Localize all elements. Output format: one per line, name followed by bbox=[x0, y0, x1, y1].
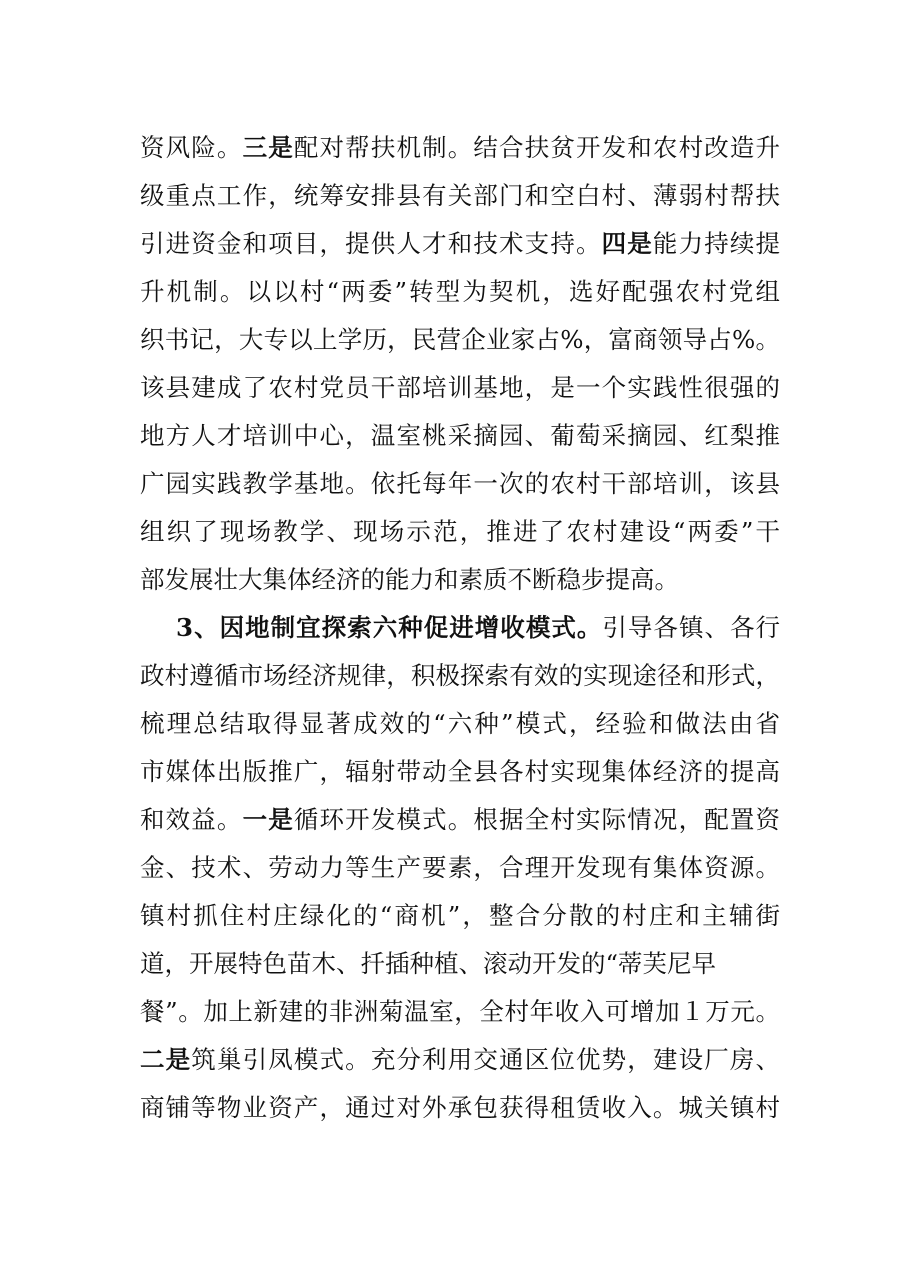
text-run: 部发展壮大集体经济的能力和素质不断稳步提高。 bbox=[140, 565, 679, 594]
text-line bbox=[140, 172, 780, 220]
text-line bbox=[140, 412, 780, 460]
text-run: 该县建成了农村党员干部培训基地，是一个实践性很强的 bbox=[140, 373, 780, 402]
text-run: 和效益。 bbox=[140, 805, 243, 834]
text-run: 配对帮扶机制。结合扶贫开发和农村改造升 bbox=[293, 133, 780, 162]
bold-text: 四是 bbox=[601, 229, 653, 258]
text-run: 级重点工作，统筹安排县有关部门和空白村、薄弱村帮扶 bbox=[140, 181, 780, 210]
text-run: 餐”。加上新建的非洲菊温室，全村年收入可增加１万元。 bbox=[140, 997, 780, 1026]
text-run: 资风险。 bbox=[140, 133, 243, 162]
text-line bbox=[140, 1084, 780, 1132]
text-line bbox=[140, 700, 780, 748]
bold-text: 3、因地制宜探索六种促进增收模式。 bbox=[176, 613, 603, 642]
text-line bbox=[140, 1036, 780, 1084]
text-line bbox=[140, 364, 780, 412]
text-line bbox=[140, 796, 780, 844]
text-line bbox=[140, 988, 780, 1036]
bold-text: 三是 bbox=[242, 133, 294, 162]
text-line bbox=[140, 460, 780, 508]
text-run: 引导各镇、各行 bbox=[602, 613, 780, 642]
text-line bbox=[140, 652, 780, 700]
text-line bbox=[140, 508, 780, 556]
text-run: 引进资金和项目，提供人才和技术支持。 bbox=[140, 229, 602, 258]
text-run: 筑巢引凤模式。充分利用交通区位优势，建设厂房、 bbox=[191, 1045, 780, 1074]
text-line bbox=[140, 748, 780, 796]
text-run: 梳理总结取得显著成效的“六种”模式，经验和做法由省 bbox=[140, 709, 780, 738]
text-line bbox=[140, 124, 780, 172]
text-line bbox=[140, 268, 780, 316]
text-run: 市媒体出版推广，辐射带动全县各村实现集体经济的提高 bbox=[140, 757, 780, 786]
text-run: 金、技术、劳动力等生产要素，合理开发现有集体资源。 bbox=[140, 853, 780, 882]
text-run: 地方人才培训中心，温室桃采摘园、葡萄采摘园、红梨推 bbox=[140, 421, 780, 450]
paragraph bbox=[140, 604, 780, 1132]
document-body bbox=[140, 124, 780, 1132]
text-run: 组织了现场教学、现场示范，推进了农村建设“两委”干 bbox=[140, 517, 780, 546]
text-run: 政村遵循市场经济规律，积极探索有效的实现途径和形式， bbox=[140, 661, 780, 690]
text-line bbox=[140, 844, 780, 892]
text-line bbox=[140, 940, 780, 988]
text-run: 能力持续提 bbox=[652, 229, 780, 258]
text-run: 升机制。以以村“两委”转型为契机，选好配强农村党组 bbox=[140, 277, 780, 306]
text-run: 织书记，大专以上学历，民营企业家占%，富商领导占%。 bbox=[140, 325, 780, 354]
text-line bbox=[140, 316, 780, 364]
text-run: 道，开展特色苗木、扦插种植、滚动开发的“蒂芙尼早 bbox=[140, 949, 717, 978]
bold-text: 二是 bbox=[140, 1045, 192, 1074]
text-run: 镇村抓住村庄绿化的“商机”，整合分散的村庄和主辅街 bbox=[140, 901, 780, 930]
bold-text: 一是 bbox=[242, 805, 294, 834]
text-run: 商铺等物业资产，通过对外承包获得租赁收入。城关镇村 bbox=[140, 1093, 780, 1122]
text-line bbox=[140, 892, 780, 940]
text-line bbox=[140, 220, 780, 268]
text-line bbox=[140, 556, 780, 604]
paragraph bbox=[140, 124, 780, 604]
text-run: 广园实践教学基地。依托每年一次的农村干部培训，该县 bbox=[140, 469, 780, 498]
text-run: 循环开发模式。根据全村实际情况，配置资 bbox=[293, 805, 780, 834]
text-line bbox=[140, 604, 780, 652]
